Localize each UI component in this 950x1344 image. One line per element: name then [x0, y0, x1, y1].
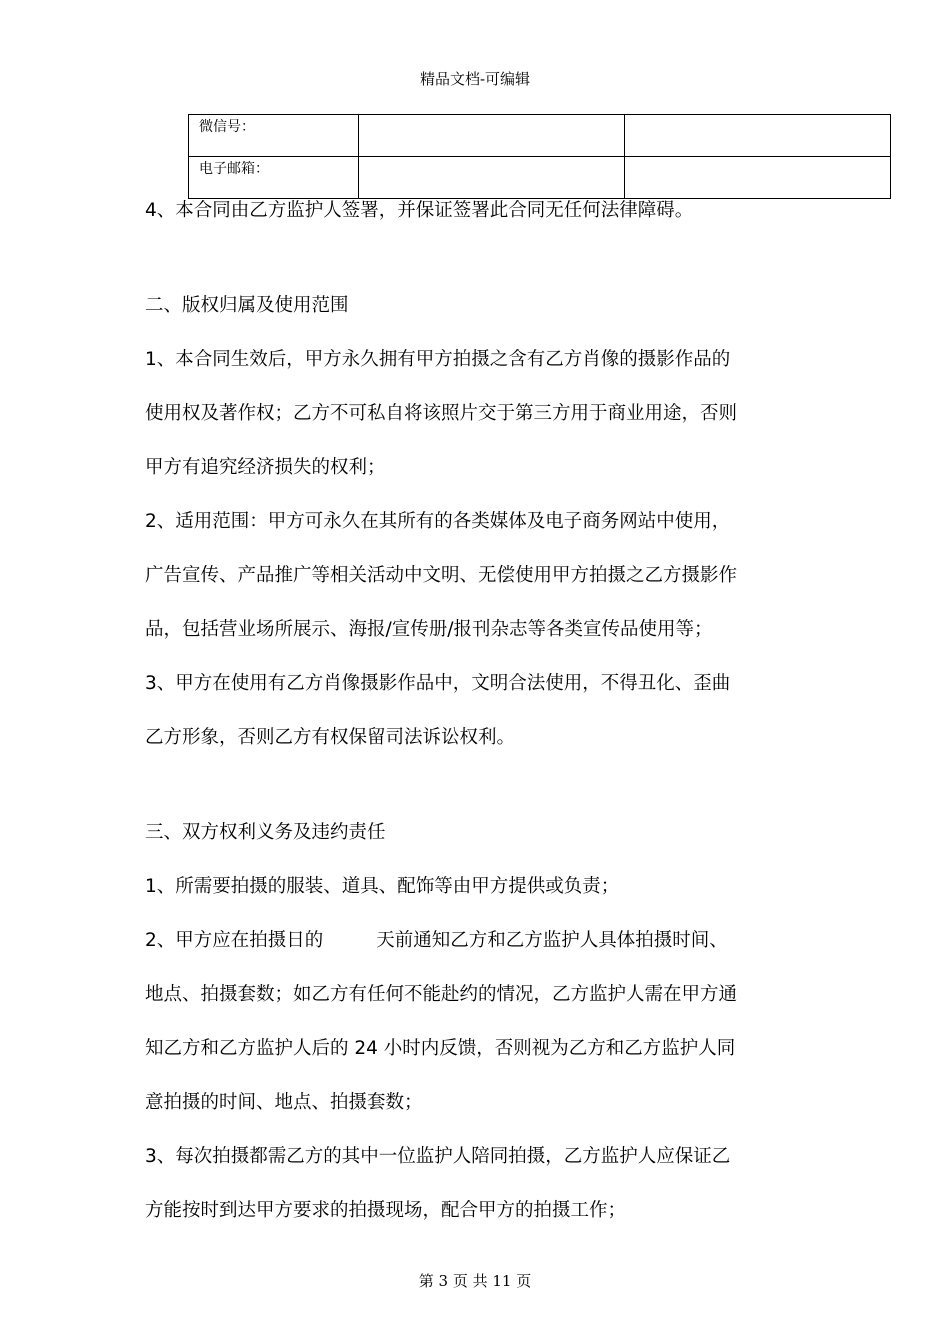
clause-line: 广告宣传、产品推广等相关活动中文明、无偿使用甲方拍摄之乙方摄影作 — [145, 565, 738, 586]
clause-line: 使用权及著作权；乙方不可私自将该照片交于第三方用于商业用途，否则 — [145, 403, 738, 424]
table-row — [189, 115, 891, 157]
clause-line: 1、所需要拍摄的服装、道具、配饰等由甲方提供或负责； — [145, 876, 620, 897]
clause-line: 乙方形象，否则乙方有权保留司法诉讼权利。 — [145, 727, 516, 748]
clause-line: 3、甲方在使用有乙方肖像摄影作品中，文明合法使用，不得丑化、歪曲 — [145, 673, 731, 694]
email-value-cell — [359, 157, 625, 199]
contact-table — [188, 114, 891, 199]
clause-line: 品，包括营业场所展示、海报/宣传册/报刊杂志等各类宣传品使用等； — [145, 619, 713, 640]
wechat-value-cell — [359, 115, 625, 157]
clause-line: 方能按时到达甲方要求的拍摄现场，配合甲方的拍摄工作； — [145, 1200, 627, 1221]
clause-line: 甲方有追究经济损失的权利； — [145, 457, 386, 478]
clause-line: 知乙方和乙方监护人后的 24 小时内反馈，否则视为乙方和乙方监护人同 — [145, 1038, 736, 1059]
page-footer: 第 3 页 共 11 页 — [418, 1272, 532, 1290]
email-label: 电子邮箱： — [189, 157, 359, 199]
clause-line: 地点、拍摄套数；如乙方有任何不能赴约的情况，乙方监护人需在甲方通 — [145, 984, 738, 1005]
section-heading: 三、双方权利义务及违约责任 — [145, 822, 386, 843]
wechat-extra-cell — [625, 115, 891, 157]
clause-line: 2、适用范围：甲方可永久在其所有的各类媒体及电子商务网站中使用， — [145, 511, 731, 532]
wechat-label: 微信号： — [189, 115, 359, 157]
clause-line: 4、本合同由乙方监护人签署，并保证签署此合同无任何法律障碍。 — [145, 200, 694, 221]
section-heading: 二、版权归属及使用范围 — [145, 295, 349, 316]
table-row — [189, 157, 891, 199]
page-header: 精品文档-可编辑 — [419, 70, 531, 88]
clause-line: 意拍摄的时间、地点、拍摄套数； — [145, 1092, 423, 1113]
email-extra-cell — [625, 157, 891, 199]
clause-line: 2、甲方应在拍摄日的 天前通知乙方和乙方监护人具体拍摄时间、 — [145, 930, 728, 951]
clause-line: 3、每次拍摄都需乙方的其中一位监护人陪同拍摄，乙方监护人应保证乙 — [145, 1146, 731, 1167]
clause-line: 1、本合同生效后，甲方永久拥有甲方拍摄之含有乙方肖像的摄影作品的 — [145, 349, 731, 370]
